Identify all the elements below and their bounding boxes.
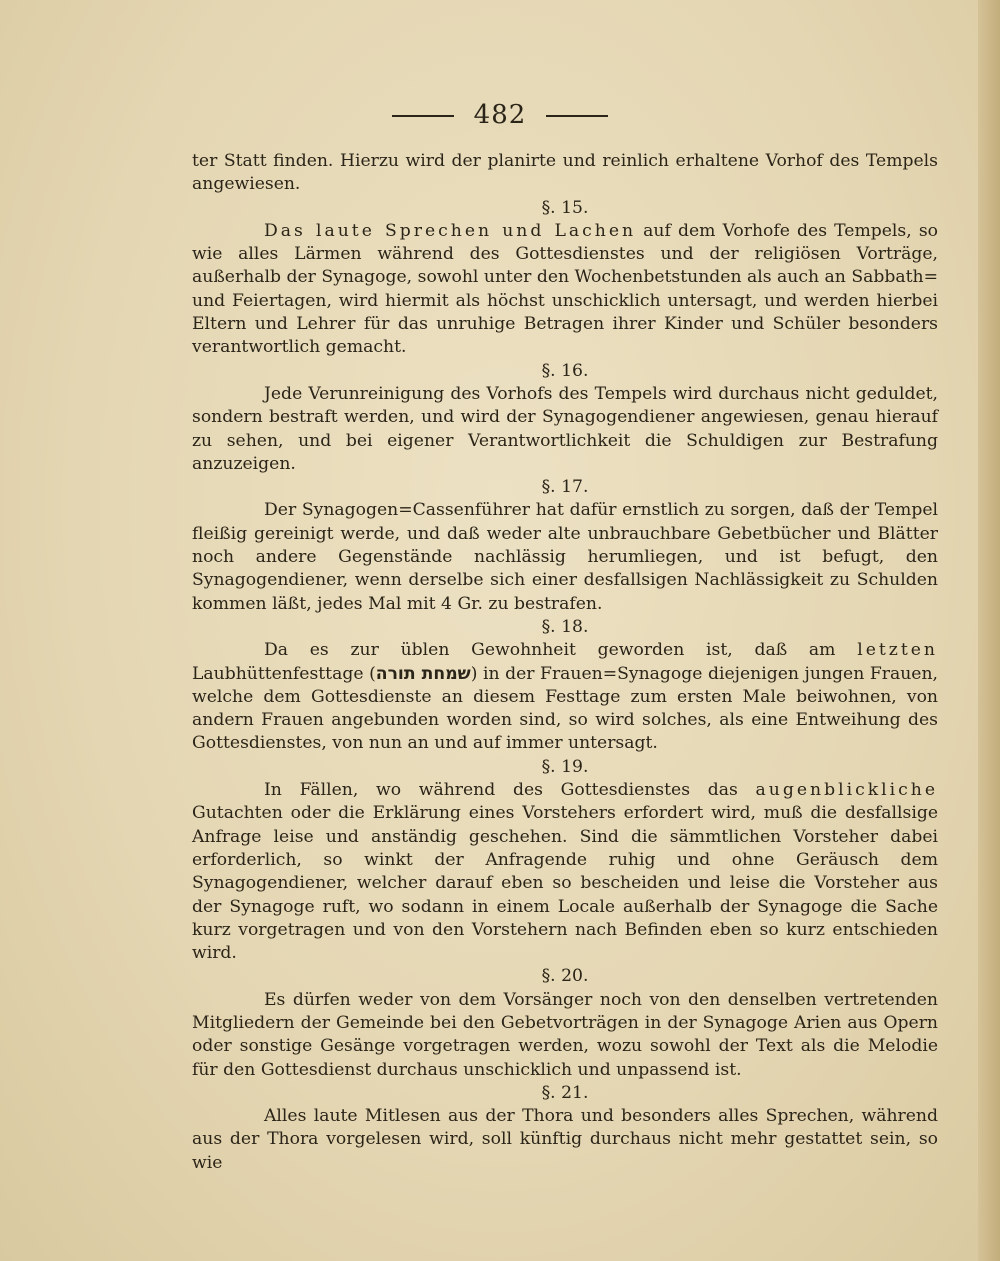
page-edge-shadow — [978, 0, 1000, 1261]
intro-paragraph: ter Statt finden. Hierzu wird der planirte und reinlich erhaltene Vorhof des Tempels angewiesen. — [192, 151, 938, 195]
section-heading-21: §. 21. — [541, 1082, 589, 1103]
section-15-paragraph — [192, 220, 938, 360]
section-heading-15: §. 15. — [541, 197, 589, 218]
section-heading-20: §. 20. — [541, 966, 589, 987]
section-18-text-c: ) in der Frauen=Synagoge diejenigen jungen Frauen, welche dem Gottesdienste an diesem Festtage zum ersten Male beiwohnen, von andern Frauen angebunden worden sind, so wird solches, als eine Entweihung des Gottesdienstes, von nun an und auf immer untersagt. — [192, 663, 938, 754]
section-16-paragraph: Jede Verunreinigung des Vorhofs des Tempels wird durchaus nicht geduldet, sondern bestraft werden, und wird der Synagogendiener angewiesen, genau hierauf zu sehen, und bei eigener Verantwortlichkeit die Schuldigen zur Bestrafung anzuzeigen. — [192, 383, 938, 474]
section-18-text-b: Laubhüttenfesttage ( — [192, 663, 376, 684]
section-18-paragraph — [192, 639, 938, 755]
page-header — [0, 100, 1000, 130]
header-rule-left — [392, 115, 454, 117]
section-heading-17: §. 17. — [541, 477, 589, 498]
body-text — [192, 150, 938, 1175]
header-rule-right — [546, 115, 608, 117]
section-19-spaced: augenblickliche — [755, 780, 938, 801]
section-17-paragraph: Der Synagogen=Cassenführer hat dafür ernstlich zu sorgen, daß der Tempel fleißig gereinigt werde, und daß weder alte unbrauchbare Gebetbücher und Blätter noch andere Gegenstände nachlässig herumliegen, und ist befugt, den Synagogendiener, wenn derselbe sich einer desfallsigen Nachlässigkeit zu Schulden kommen läßt, jedes Mal mit 4 Gr. zu bestrafen. — [192, 500, 938, 614]
section-18-hebrew: שמחת תורה — [375, 663, 471, 684]
section-heading-19: §. 19. — [541, 756, 589, 777]
section-15-lead: Das laute Sprechen und Lachen — [264, 220, 637, 241]
section-19-text-b: Gutachten oder die Erklärung eines Vorstehers erfordert wird, muß die desfallsige Anfrage leise und anständig geschehen. Sind die sämmtlichen Vorsteher dabei erforderlich, so winkt der Anfragende ruhig und ohne Geräusch dem Synagogendiener, welcher darauf eben so bescheiden und leise die Vorsteher aus der Synagoge ruft, wo sodann in einem Locale außerhalb der Synagoge die Sache kurz vorgetragen und von den Vorstehern nach Befinden eben so kurz entschieden wird. — [192, 803, 938, 964]
section-18-spaced: letzten — [857, 640, 938, 661]
page-number: 482 — [473, 100, 527, 130]
section-19-paragraph — [192, 779, 938, 965]
section-18-text-a: Da es zur üblen Gewohnheit geworden ist, daß am — [264, 640, 858, 661]
section-21-paragraph: Alles laute Mitlesen aus der Thora und besonders alles Sprechen, während aus der Thora vorgelesen wird, soll künftig durchaus nicht mehr gestattet sein, so wie — [192, 1106, 938, 1173]
section-19-text-a: In Fällen, wo während des Gottesdienstes das — [264, 780, 756, 801]
section-heading-16: §. 16. — [541, 360, 589, 381]
section-heading-18: §. 18. — [541, 616, 589, 637]
section-20-paragraph: Es dürfen weder von dem Vorsänger noch von den denselben vertretenden Mitgliedern der Gemeinde bei den Gebetvorträgen in der Synagoge Arien aus Opern oder sonstige Gesänge vorgetragen werden, wozu sowohl der Text als die Melodie für den Gottesdienst durchaus unschicklich und unpassend ist. — [192, 989, 938, 1080]
section-15-text: auf dem Vorhofe des Tempels, so wie alles Lärmen während des Gottesdienstes und der religiösen Vorträge, außerhalb der Synagoge, sowohl unter den Wochenbetstunden als auch an Sabbath= und Feiertagen, wird hiermit als höchst unschicklich untersagt, und werden hierbei Eltern und Lehrer für das unruhige Betragen ihrer Kinder und Schüler besonders verantwortlich gemacht. — [192, 220, 938, 358]
